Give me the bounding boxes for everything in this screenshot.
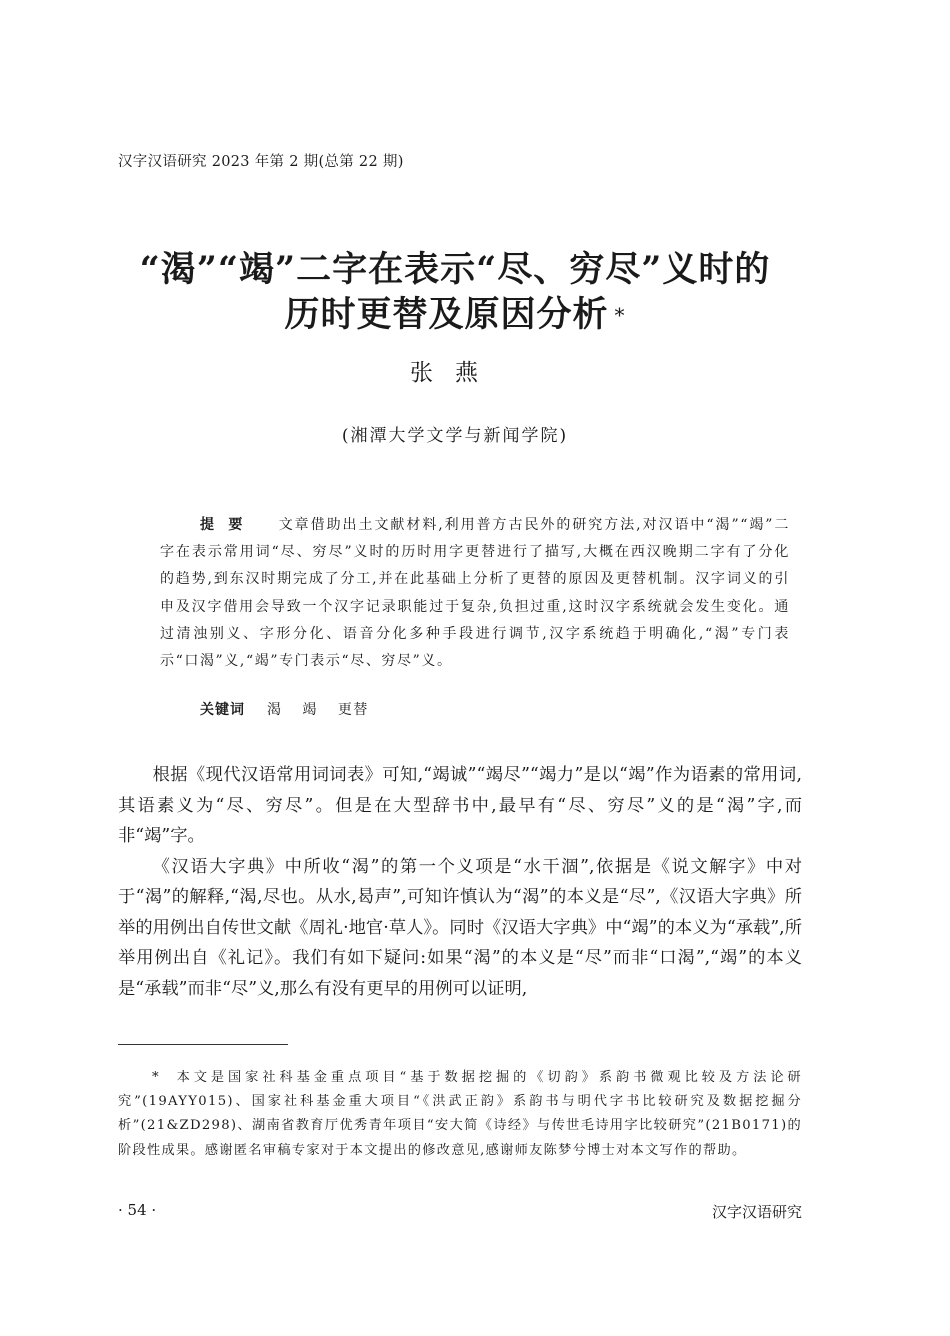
abstract <box>160 512 790 675</box>
keyword-item: 更替 <box>337 702 369 718</box>
abstract-label: 提要 <box>200 517 257 533</box>
running-head: 汉字汉语研究 2023 年第 2 期(总第 22 期) <box>118 154 404 170</box>
title-footnote-mark: * <box>614 303 626 327</box>
author-name: 张燕 <box>410 360 500 386</box>
footnote-separator <box>118 1044 288 1045</box>
keyword-item: 渴 <box>266 702 283 718</box>
body-paragraph: 根据《现代汉语常用词词表》可知,“竭诚”“竭尽”“竭力”是以“竭”作为语素的常用词,其语素义为“尽、穷尽”。但是在大型辞书中,最早有“尽、穷尽”义的是“渴”字,而非“竭”字。 <box>118 765 802 846</box>
keywords <box>200 699 383 719</box>
page-number: · 54 · <box>118 1201 157 1219</box>
keyword-item: 竭 <box>302 702 318 718</box>
keywords-label: 关键词 <box>200 702 245 718</box>
footnote-text: 本文是国家社科基金重点项目“基于数据挖掘的《切韵》系韵书微观比较及方法论研究”(19AYY015)、国家社科基金重大项目“《洪武正韵》系韵书与明代字书比较研究及数据挖掘分析”(21&ZD298)、湖南省教育厅优秀青年项目“安大简《诗经》与传世毛诗用字比较研究”(21B0171)的阶段性成果。感谢匿名审稿专家对于本文提出的修改意见,感谢师友陈梦兮博士对本文写作的帮助。 <box>118 1070 802 1158</box>
article-title-line-1: “渴”“竭”二字在表示“尽、穷尽”义时的 <box>139 249 771 290</box>
abstract-text: 文章借助出土文献材料,利用普方古民外的研究方法,对汉语中“渴”“竭”二字在表示常用词“尽、穷尽”义时的历时用字更替进行了描写,大概在西汉晚期二字有了分化的趋势,到东汉时期完成了分工,并在此基础上分析了更替的原因及更替机制。汉字词义的引申及汉字借用会导致一个汉字记录职能过于复杂,负担过重,这时汉字系统就会发生变化。通过清浊别义、字形分化、语音分化多种手段进行调节,汉字系统趋于明确化,“渴”专门表示“口渴”义,“竭”专门表示“尽、穷尽”义。 <box>160 517 791 670</box>
footnote <box>118 1066 802 1163</box>
footnote-mark: * <box>152 1070 160 1085</box>
article-title-line-2 <box>0 291 910 339</box>
body-paragraph: 《汉语大字典》中所收“渴”的第一个义项是“水干涸”,依据是《说文解字》中对于“渴”的解释,“渴,尽也。从水,曷声”,可知许慎认为“渴”的本义是“尽”,《汉语大字典》所举的用例出自传世文献《周礼·地官·草人》。同时《汉语大字典》中“竭”的本义为“承载”,所举用例出自《礼记》。我们有如下疑问:如果“渴”的本义是“尽”而非“口渴”,“竭”的本义是“承载”而非“尽”义,那么有没有更早的用例可以证明, <box>118 856 802 999</box>
article-title-text: 历时更替及原因分析 <box>284 294 609 335</box>
journal-name: 汉字汉语研究 <box>711 1203 802 1221</box>
body-text <box>118 760 802 1004</box>
author-affiliation: (湘潭大学文学与新闻学院) <box>341 426 569 446</box>
